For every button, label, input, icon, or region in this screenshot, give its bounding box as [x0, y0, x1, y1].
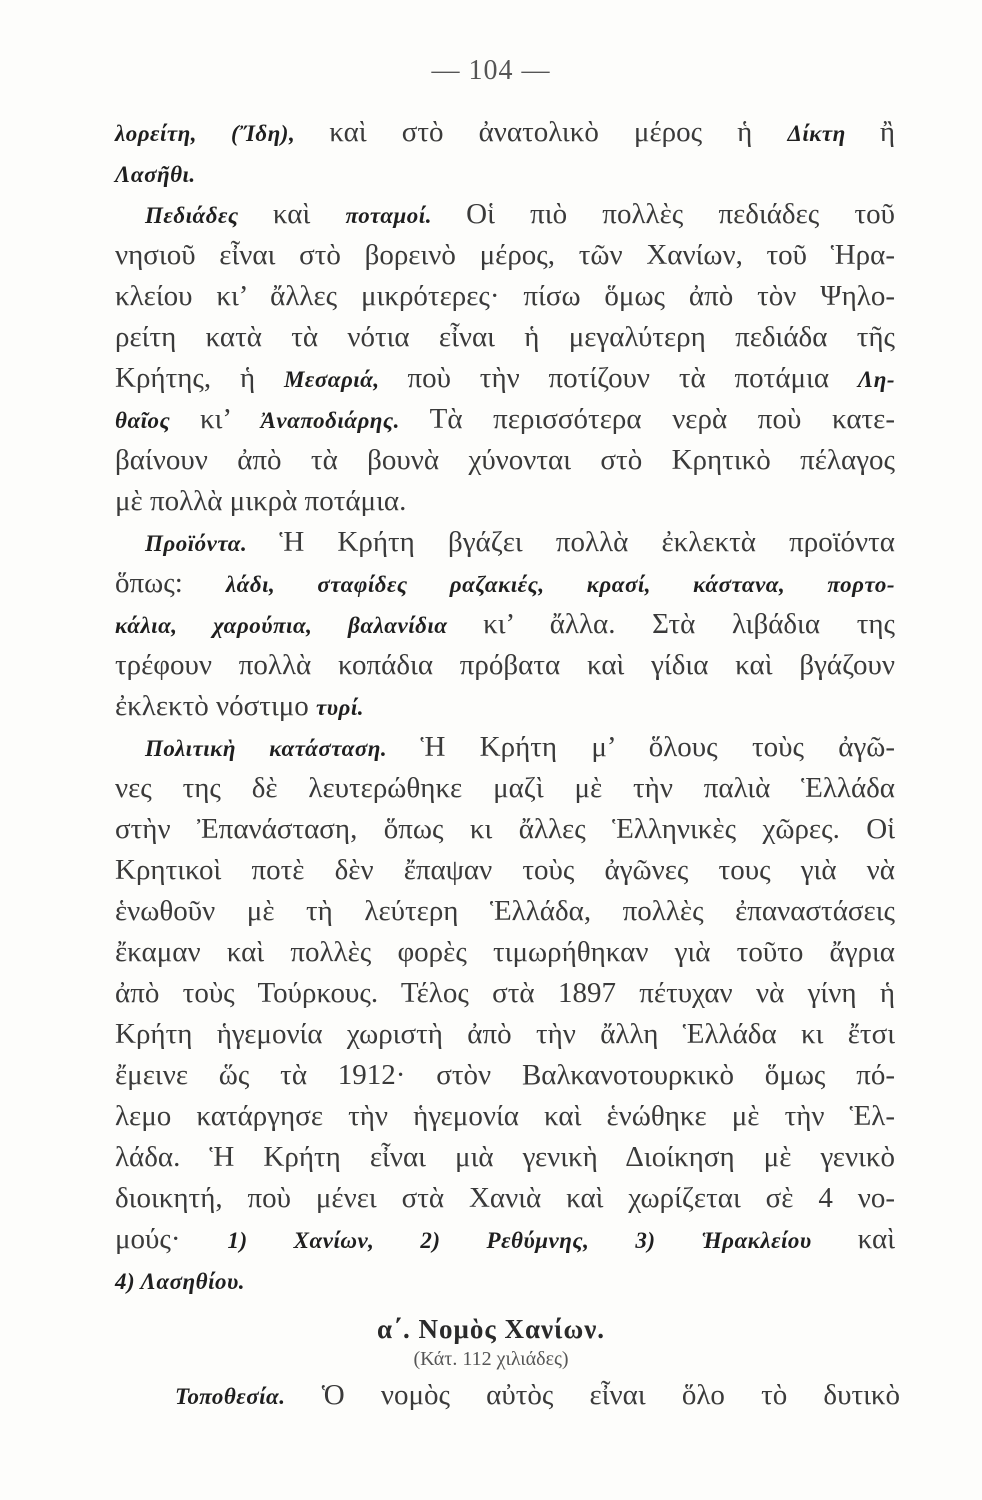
italic-term: 1) Χανίων, 2) Ρεθύμνης, 3) Ἡρακλείου — [227, 1228, 858, 1253]
text-line — [115, 194, 895, 235]
text-line — [115, 727, 895, 768]
text-line — [115, 1178, 895, 1219]
text-line — [115, 645, 895, 686]
text-line — [115, 481, 895, 522]
text-line — [115, 932, 895, 973]
text-segment: Κρήτη ἡγεμονία χωριστὴ ἀπὸ τὴν ἄλλη Ἑλλάδα κι ἔτσι — [115, 1018, 895, 1050]
text-segment: Κρήτης, ἡ — [115, 362, 284, 394]
italic-term: Πολιτικὴ κατάσταση. — [145, 736, 421, 761]
text-segment: Τὰ περισσότερα νερὰ ποὺ κατε- — [429, 403, 896, 435]
final-line-label: Τοποθεσία. — [175, 1384, 286, 1409]
italic-term: Λασῆθι. — [115, 162, 196, 187]
text-line — [115, 317, 895, 358]
text-segment: ἐκλεκτὸ νόστιμο — [115, 690, 317, 722]
text-segment: ἔμεινε ὥς τὰ 1912· στὸν Βαλκανοτουρκικὸ ὅμως πό- — [115, 1059, 895, 1091]
text-line — [115, 809, 895, 850]
italic-term: κάλια, χαρούπια, βαλανίδια — [115, 613, 484, 638]
text-line — [115, 522, 895, 563]
text-segment: λάδα. Ἡ Κρήτη εἶναι μιὰ γενικὴ Διοίκηση μὲ γενικὸ — [115, 1141, 895, 1173]
text-segment: κλείου κι’ ἄλλες μικρότερες· πίσω ὅμως ἀπὸ τὸν Ψηλο- — [115, 280, 895, 312]
italic-term: λορείτη, (Ἴδη), — [115, 121, 330, 146]
text-line — [115, 891, 895, 932]
italic-term: τυρί. — [316, 695, 365, 720]
text-line — [115, 604, 895, 645]
text-segment: ἑνωθοῦν μὲ τὴ λεύτερη Ἑλλάδα, πολλὲς ἐπαναστάσεις — [115, 895, 895, 927]
text-segment: νες της δὲ λευτερώθηκε μαζὶ μὲ τὴν παλιὰ Ἑλλάδα — [115, 772, 895, 804]
text-segment: κι’ ἄλλα. Στὰ λιβάδια της — [483, 608, 895, 640]
text-segment: καὶ — [272, 198, 346, 230]
text-segment: Ἡ Κρήτη βγάζει πολλὰ ἐκλεκτὰ προϊόντα — [279, 526, 895, 558]
text-segment: στὴν Ἐπανάσταση, ὅπως κι ἄλλες Ἑλληνικὲς χῶρες. Οἱ — [115, 813, 895, 845]
text-segment: μὲ πολλὰ μικρὰ ποτάμια. — [115, 485, 407, 517]
section-subheading: (Κάτ. 112 χιλιάδες) — [413, 1348, 569, 1370]
final-line-text: Ὁ νομὸς αὐτὸς εἶναι ὅλο τὸ δυτικὸ — [321, 1379, 901, 1411]
text-line — [115, 1260, 895, 1301]
text-segment: Κρητικοὶ ποτὲ δὲν ἔπαψαν τοὺς ἀγῶνες τους γιὰ νὰ — [115, 854, 895, 886]
text-segment: μούς· — [115, 1223, 228, 1255]
italic-term: Προϊόντα. — [145, 531, 280, 556]
text-line — [115, 686, 895, 727]
text-segment: τρέφουν πολλὰ κοπάδια πρόβατα καὶ γίδια καὶ βγάζουν — [115, 649, 895, 681]
text-segment: ποὺ τὴν ποτίζουν τὰ ποτάμια — [407, 362, 858, 394]
text-segment: Ἡ Κρήτη μ’ ὅλους τοὺς ἀγῶ- — [420, 731, 895, 763]
italic-term: Λη- — [857, 367, 895, 392]
text-line — [115, 1014, 895, 1055]
body-text — [115, 112, 895, 1301]
text-segment: κι’ — [199, 403, 261, 435]
italic-term: Μεσαριά, — [283, 367, 408, 392]
text-line — [115, 440, 895, 481]
italic-term: Δίκτη — [787, 121, 880, 146]
italic-term: 4) Λασηθίου. — [115, 1269, 245, 1294]
text-line — [115, 399, 895, 440]
text-line — [115, 1055, 895, 1096]
text-line — [115, 358, 895, 399]
text-line — [115, 973, 895, 1014]
text-segment: καὶ — [857, 1223, 895, 1255]
text-segment: καὶ στὸ ἀνατολικὸ μέρος ἡ — [329, 116, 788, 148]
text-line — [115, 276, 895, 317]
text-line — [115, 1096, 895, 1137]
text-line — [115, 1137, 895, 1178]
italic-term: Ἀναποδιάρης. — [260, 408, 430, 433]
text-line — [115, 850, 895, 891]
text-line — [115, 235, 895, 276]
text-segment: ἔκαμαν καὶ πολλὲς φορὲς τιμωρήθηκαν γιὰ τοῦτο ἄγρια — [115, 936, 895, 968]
text-segment: διοικητή, ποὺ μένει στὰ Χανιὰ καὶ χωρίζεται σὲ 4 νο- — [115, 1182, 895, 1214]
final-line — [175, 1375, 900, 1417]
text-segment: νησιοῦ εἶναι στὸ βορεινὸ μέρος, τῶν Χανίων, τοῦ Ἡρα- — [115, 239, 895, 271]
text-segment: βαίνουν ἀπὸ τὰ βουνὰ χύνονται στὸ Κρητικὸ πέλαγος — [115, 444, 895, 476]
text-line — [115, 563, 895, 604]
text-segment: ἀπὸ τοὺς Τούρκους. Τέλος στὰ 1897 πέτυχαν νὰ γίνη ἡ — [115, 977, 895, 1009]
page-number: — 104 — — [431, 55, 551, 86]
text-segment: ἢ — [879, 116, 896, 148]
italic-term: θαῖος — [115, 408, 200, 433]
text-segment: λεμο κατάργησε τὴν ἡγεμονία καὶ ἑνώθηκε μὲ τὴν Ἑλ- — [115, 1100, 895, 1132]
text-line — [115, 112, 895, 153]
italic-term: Πεδιάδες — [145, 203, 273, 228]
text-segment: Οἱ πιὸ πολλὲς πεδιάδες τοῦ — [466, 198, 895, 230]
section-heading: α΄. Νομὸς Χανίων. — [376, 1314, 606, 1344]
italic-term: ποταμοί. — [345, 203, 467, 228]
text-segment: ρείτη κατὰ τὰ νότια εἶναι ἡ μεγαλύτερη πεδιάδα τῆς — [115, 321, 895, 353]
text-segment: ὅπως: — [115, 567, 226, 599]
text-line — [115, 153, 895, 194]
text-line — [115, 1219, 895, 1260]
italic-term: λάδι, σταφίδες ραζακιές, κρασί, κάστανα, πορτο- — [225, 572, 895, 597]
text-line — [115, 768, 895, 809]
